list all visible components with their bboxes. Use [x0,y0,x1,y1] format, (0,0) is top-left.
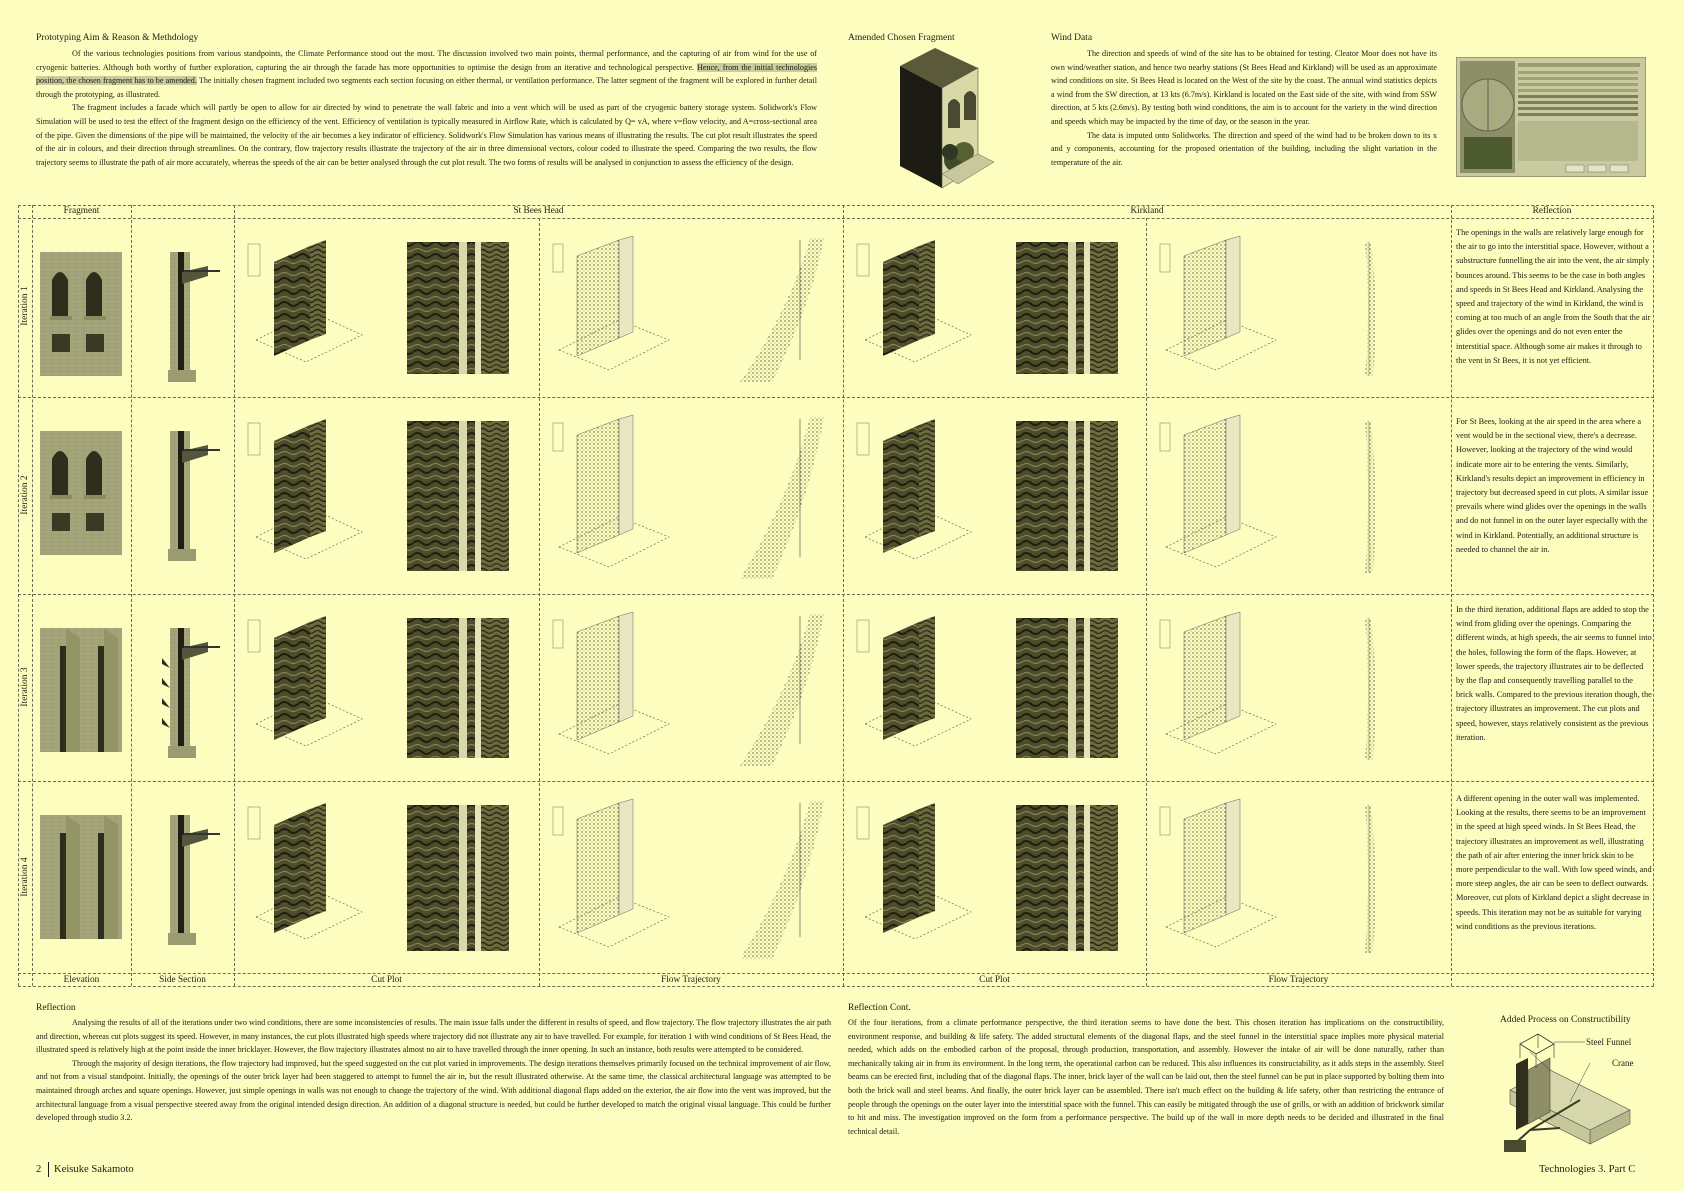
footer-divider [48,1162,49,1177]
st-bees-flow-trajectory-section-iteration-2 [700,407,835,587]
prototyping-p2: The fragment includes a facade which will partly be open to allow for air directed by wind to penetrate the wall fabric and into a vent which will be used as part of the cryogenic battery storage system. Solidwork's Flow Simulation will be used to test the effect of the fragment design on the efficiency of the vent. Efficiency of ventilation is typically measured in Airflow Rate, which is calculated by Q= vA, where v=flow velocity, and A=cross-sectional area of the pipe. Given the dimensions of the pipe will be maintained, the velocity of the air becomes a key indicator of efficiency. Solidwork's Flow Simulation has various means of illustrating the results. The cut plot result illustrates the speed of the air in colours, and their direction through streamlines. On the contrary, flow trajectory results illustrate the trajectory of the air in three dimensional vectors, colour coded to illustrate the speed. Comparing the two results, the flow trajectory seems to illustrate the path of air more accurately, whereas the speeds of the air can be better analysed through the cut plot result. The two forms of results will be analysed in conjunction to assess the efficiency of the design. [36,103,817,167]
st-bees-cut-plot-section-iteration-2 [395,407,525,587]
st-bees-cut-plot-iso-iteration-4 [244,791,379,967]
kirkland-cut-plot-section-iteration-4 [1004,791,1139,967]
kirkland-flow-trajectory-section-iteration-1 [1305,228,1440,390]
kirkland-flow-trajectory-iso-iteration-1 [1156,228,1291,390]
kirkland-cut-plot-iso-iteration-2 [853,407,988,587]
kirkland-cut-plot-iso-iteration-3 [853,604,988,774]
side-section-iteration-3 [138,628,228,758]
kirkland-cut-plot-iso-iteration-4 [853,791,988,967]
elevation-iteration-2 [40,431,122,555]
course-title: Technologies 3. Part C [1539,1164,1636,1175]
kirkland-cut-plot-section-iteration-1 [1004,228,1139,390]
st-bees-cut-plot-section-iteration-3 [395,604,525,774]
reflection-p1: Analysing the results of all of the iterations under two wind conditions, there are some inconsistencies of results. The main issue falls under the different in results of speed, and flow trajectory. The flow trajectory illustrates the air path and direction, whereas cut plots suggest its speed. However, in many instances, the cut plots illustrated high speeds where trajectory did not illustrate any air to have travelled. For example, for iteration 1 with wind conditions of St Bees Head, the illustrated speed is relatively high at the point inside the inner bricklayer. However, the flow trajectory illustrates almost no air to have travelled through the inner opening. In such an instance, both results were attempted to be considered. [36,1018,831,1055]
row-label-iteration-2: Iteration 2 [20,475,30,515]
steel-funnel-label: Steel Funnel [1586,1037,1632,1047]
footer-side-section: Side Section [159,975,206,985]
st-bees-flow-trajectory-iso-iteration-4 [549,791,684,967]
reflection-p2: Through the majority of design iterations, the flow trajectory had improved, but the speed suggested on the cut plot varied in improvements. The design iterations themselves primarily focused on the technical improvement of air flow, and not from a visual standpoint. Initially, the openings of the outer brick layer had been staggered to attempt to funnel the air in, but the result illustrated otherwise. At the same time, the classical architectural language was attempted to be maintained through arches and square openings. However, just simple openings in walls was not enough to change the trajectory of the wind. With additional diagonal flaps added on the exterior, the air flow into the vent was improved, but the architectural language from a visual perspective steered away from the original intended design direction. An addition of a diagonal structure is needed, but could be further developed to match the original visual language. This could be further developed through studio 3.2. [36,1058,831,1123]
elevation-iteration-1 [40,252,122,376]
footer-flow-trajectory-st-bees: Flow Trajectory [661,975,721,985]
row-label-iteration-3: Iteration 3 [20,667,30,707]
solidworks-settings-screenshot [1456,57,1646,177]
reflection-text [36,1016,831,1125]
kirkland-flow-trajectory-section-iteration-2 [1305,407,1440,587]
reflection-cont-title: Reflection Cont. [848,1003,911,1013]
elevation-iteration-4 [40,815,122,939]
prototyping-p1a: Of the various technologies positions from various standpoints, the Climate Performance stood out the most. The discussion involved two main points, thermal performance, and the capturing of air from wind for the use of cryogenic batteries. Although both worthy of further exploration, capturing the air through the facade has more opportunities to optimise the design from an iterative and technological perspective. [36,49,817,72]
crane-label: Crane [1612,1058,1634,1068]
kirkland-flow-trajectory-section-iteration-3 [1305,604,1440,774]
st-bees-flow-trajectory-section-iteration-3 [700,604,835,774]
wind-data-text [1051,47,1437,169]
wind-p2: The data is imputed onto Solidworks. The direction and speed of the wind had to be broken down to its x and y components, accounting for the proposed orientation of the building, including the slight variation in the temperature of the air. [1051,130,1437,167]
kirkland-flow-trajectory-iso-iteration-4 [1156,791,1291,967]
kirkland-cut-plot-section-iteration-2 [1004,407,1139,587]
row-label-iteration-1: Iteration 1 [20,286,30,326]
row-label-iteration-4: Iteration 4 [20,857,30,897]
header-reflection: Reflection [1532,206,1572,216]
prototyping-title: Prototyping Aim & Reason & Methdology [36,33,199,43]
wind-p1: The direction and speeds of wind of the site has to be obtained for testing. Cleator Moor does not have its own wind/weather station, and hence two nearby stations (St Bees Head and Kirkland) will be used as an approximate wind conditions on site. St Bees Head is located on the West of the site by the coast. The annual wind statistics depicts a wind from the SW direction, at 13 kts (6.7m/s). Kirkland is located on the East side of the site, with wind from SSW direction, at 5 kts (2.6m/s). By testing both wind conditions, the aim is to account for the variety in the wind direction and speeds which may be impacted by the time of day, or the season in the year. [1051,49,1437,126]
reflection-iteration-4: A different opening in the outer wall was implemented. Looking at the results, there seems to be an improvement in the speed at high speed winds. In St Bees Head, the trajectory illustrates an improvement as well, illustrating the path of air after entering the inner brick skin to be more perpendicular to the wall. With low speed winds, and more steep angles, the air can be seen to deflect outwards. Moreover, cut plots of Kirkland depict a slight decrease in speeds. This iteration may not be as suitable for varying wind conditions as the previous iterations. [1456,794,1652,931]
footer-flow-trajectory-kirkland: Flow Trajectory [1268,975,1329,985]
footer-cut-plot-kirkland: Cut Plot [979,975,1010,985]
reflection-cont-text: Of the four iterations, from a climate performance perspective, the third iteration seems to have done the best. This chosen iteration has implications on the constructibility, environment response, and building & life safety. The added structural elements of the diagonal flaps, and the steel funnel in the interstitial space implies more physical material needed, which adds on the embodied carbon of the proposal, through production, transportation, and assembly. However the intake of air will be done naturally, rather than mechanically taking air in from its environment. In the long term, the operational carbon can be reduced. This also influences its constructability, as it adds steps in the assembly. Steel beams can be erected first, including that of the diagonal flaps. The inner, brick layer of the wall can be laid out, then the steel funnel can be put in place supported by bolting them into both the brick wall and steel beams. And finally, the outer brick layer can be assembled. There isn't much effect on the building & life safety, other than restricting the entrance of people through the openings on the outer layer into the interstitial space with the funnel. This can easily be mitigated through the use of grills, or with an addition of brickwork similar to hit and miss. The investigation improved on the form from a performance perspective. The build up of the wall in more depth needs to be decided and illustrated in the final technical detail. [848,1018,1444,1136]
kirkland-cut-plot-iso-iteration-1 [853,228,988,390]
st-bees-flow-trajectory-section-iteration-1 [700,228,835,390]
side-section-iteration-4 [138,815,228,945]
header-kirkland: Kirkland [1130,206,1164,216]
kirkland-flow-trajectory-iso-iteration-3 [1156,604,1291,774]
kirkland-flow-trajectory-iso-iteration-2 [1156,407,1291,587]
st-bees-cut-plot-iso-iteration-1 [244,228,379,390]
highlighted-sentence: Hence, from the initial technologies position, the chosen fragment has to be amended. [36,62,817,86]
st-bees-cut-plot-section-iteration-4 [395,791,525,967]
header-st-bees-head: St Bees Head [513,206,564,216]
reflection-iteration-2: For St Bees, looking at the air speed in the area where a vent would be in the sectional view, there's a decrease. However, looking at the trajectory of the wind would indicate more air to be entering the vents. Similarly, Kirkland's results depict an improvement in efficiency in trajectory but decreased speed in cut plots. A similar issue prevails where wind glides over the openings in the walls and do not funnel in on the outer layer especially with the wind in Kirkland. Potentially, an additional structure is needed to channel the air in. [1456,417,1649,554]
reflection-iteration-3: In the third iteration, additional flaps are added to stop the wind from gliding over the openings. Comparing the different winds, at high speeds, the air seems to funnel into the holes, following the form of the flaps. However, at lower speeds, the trajectory illustrates air to be deflected by the flap and consequently travelling parallel to the brick walls. Compared to the previous iteration though, the trajectory illustrates an improvement. The cut plots and speed, however, stays relatively consistent as the previous iteration. [1456,605,1652,742]
kirkland-flow-trajectory-section-iteration-4 [1305,791,1440,967]
page-number: 2 [36,1164,42,1175]
st-bees-flow-trajectory-section-iteration-4 [700,791,835,967]
st-bees-cut-plot-iso-iteration-2 [244,407,379,587]
footer-cut-plot-st-bees: Cut Plot [371,975,402,985]
author-name: Keisuke Sakamoto [54,1164,134,1175]
constructibility-diagram [1490,1030,1650,1158]
st-bees-flow-trajectory-iso-iteration-2 [549,407,684,587]
st-bees-cut-plot-iso-iteration-3 [244,604,379,774]
reflection-title: Reflection [36,1003,76,1013]
wind-data-title: Wind Data [1051,33,1093,43]
prototyping-text [36,47,817,169]
st-bees-cut-plot-section-iteration-1 [395,228,525,390]
header-fragment: Fragment [63,206,100,216]
amended-fragment-title: Amended Chosen Fragment [848,33,955,43]
prototyping-p1b: The initially chosen fragment included two segments each section focusing on either thermal, or ventilation performance. The latter segment of the fragment will be explored in further detail through the prototyping, as illustrated. [36,76,817,99]
elevation-iteration-3 [40,628,122,752]
st-bees-flow-trajectory-iso-iteration-1 [549,228,684,390]
kirkland-cut-plot-section-iteration-3 [1004,604,1139,774]
footer-elevation: Elevation [63,975,100,985]
amended-fragment-isometric [890,48,1000,193]
st-bees-flow-trajectory-iso-iteration-3 [549,604,684,774]
side-section-iteration-2 [138,431,228,561]
side-section-iteration-1 [138,252,228,382]
reflection-iteration-1: The openings in the walls are relatively large enough for the air to go into the interstitial space. However, without a substructure funnelling the air into the vent, the air simply bounces around. This seems to be the case in both angles and speeds in St Bees Head and Kirkland. Analysing the speed and trajectory of the wind in Kirkland, the wind is coming at too much of an angle from the South that the air glides over the openings and do not even enter the interstitial space. Although some air makes it through to the vent in St Bees, it is not yet efficient. [1456,228,1651,365]
added-process-title: Added Process on Constructibility [1500,1015,1631,1025]
